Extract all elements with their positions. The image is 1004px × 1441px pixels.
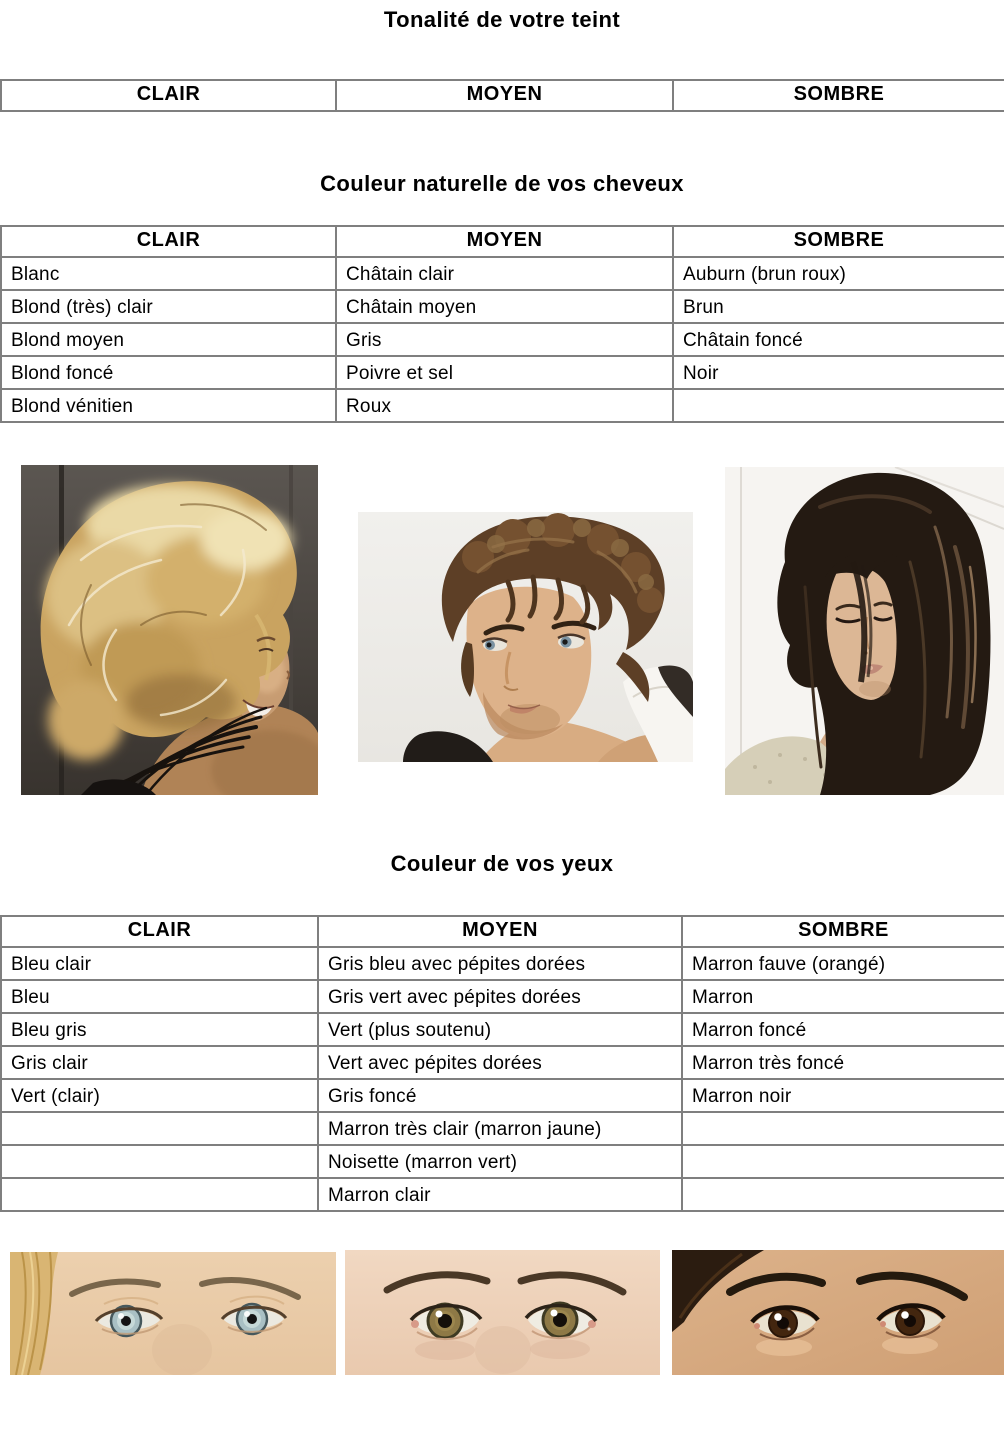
table-row	[1, 1013, 1004, 1046]
table-cell: Vert (plus soutenu)	[318, 1013, 682, 1046]
table-cell: Gris vert avec pépites dorées	[318, 980, 682, 1013]
eye-color-table	[0, 915, 1004, 1212]
hair-color-table	[0, 225, 1004, 423]
hair-photo-blonde	[21, 465, 318, 795]
table-row	[1, 1079, 1004, 1112]
table-cell: Vert avec pépites dorées	[318, 1046, 682, 1079]
table-cell: Marron très foncé	[682, 1046, 1004, 1079]
table-cell: Châtain foncé	[673, 323, 1004, 356]
hair-photo-chatain	[358, 512, 693, 762]
header-sombre: SOMBRE	[673, 80, 1004, 111]
table-cell: Roux	[336, 389, 673, 422]
table-cell: Blond foncé	[1, 356, 336, 389]
section-title-cheveux: Couleur naturelle de vos cheveux	[320, 171, 684, 196]
header-clair: CLAIR	[1, 226, 336, 257]
table-cell: Bleu clair	[1, 947, 318, 980]
table-header-row	[1, 226, 1004, 257]
hair-photos-band	[0, 465, 1004, 797]
table-row	[1, 1178, 1004, 1211]
brown-haired-man-illustration	[358, 512, 693, 762]
table-cell: Marron foncé	[682, 1013, 1004, 1046]
table-cell: Marron	[682, 980, 1004, 1013]
table-cell: Brun	[673, 290, 1004, 323]
eye-photos-band	[0, 1250, 1004, 1383]
teint-table	[0, 79, 1004, 112]
hair-photo-brun	[725, 467, 1004, 795]
table-row	[1, 389, 1004, 422]
table-row	[1, 356, 1004, 389]
table-cell	[1, 1112, 318, 1145]
table-cell: Blond (très) clair	[1, 290, 336, 323]
header-moyen: MOYEN	[336, 226, 673, 257]
table-row	[1, 323, 1004, 356]
table-cell: Auburn (brun roux)	[673, 257, 1004, 290]
header-sombre: SOMBRE	[673, 226, 1004, 257]
dark-brown-eyes-illustration	[672, 1250, 1004, 1375]
table-cell	[682, 1145, 1004, 1178]
section-title-yeux: Couleur de vos yeux	[390, 851, 614, 876]
table-cell: Gris bleu avec pépites dorées	[318, 947, 682, 980]
table-cell: Châtain moyen	[336, 290, 673, 323]
table-cell: Châtain clair	[336, 257, 673, 290]
table-cell: Gris foncé	[318, 1079, 682, 1112]
header-moyen: MOYEN	[336, 80, 673, 111]
table-cell: Blanc	[1, 257, 336, 290]
table-cell: Marron clair	[318, 1178, 682, 1211]
table-cell	[1, 1178, 318, 1211]
eye-photo-sombre	[672, 1250, 1004, 1375]
header-clair: CLAIR	[1, 916, 318, 947]
eye-photo-moyen	[345, 1250, 660, 1375]
dark-haired-woman-illustration	[725, 467, 1004, 795]
table-cell: Blond moyen	[1, 323, 336, 356]
table-cell: Poivre et sel	[336, 356, 673, 389]
table-cell: Noisette (marron vert)	[318, 1145, 682, 1178]
table-cell: Marron fauve (orangé)	[682, 947, 1004, 980]
table-cell	[673, 389, 1004, 422]
table-cell	[682, 1178, 1004, 1211]
table-row	[1, 1112, 1004, 1145]
table-row	[1, 980, 1004, 1013]
table-row	[1, 1145, 1004, 1178]
table-row	[1, 290, 1004, 323]
table-cell: Blond vénitien	[1, 389, 336, 422]
header-clair: CLAIR	[1, 80, 336, 111]
table-cell: Gris	[336, 323, 673, 356]
table-cell: Bleu	[1, 980, 318, 1013]
table-cell: Bleu gris	[1, 1013, 318, 1046]
hazel-eyes-illustration	[345, 1250, 660, 1375]
table-cell: Marron très clair (marron jaune)	[318, 1112, 682, 1145]
table-cell: Gris clair	[1, 1046, 318, 1079]
header-sombre: SOMBRE	[682, 916, 1004, 947]
table-cell	[1, 1145, 318, 1178]
table-row	[1, 257, 1004, 290]
table-header-row	[1, 80, 1004, 111]
table-cell: Vert (clair)	[1, 1079, 318, 1112]
blonde-woman-illustration	[21, 465, 318, 795]
section-title-teint: Tonalité de votre teint	[383, 7, 621, 32]
table-cell: Noir	[673, 356, 1004, 389]
table-header-row	[1, 916, 1004, 947]
table-row	[1, 947, 1004, 980]
eye-photo-clair	[10, 1252, 336, 1375]
header-moyen: MOYEN	[318, 916, 682, 947]
table-cell: Marron noir	[682, 1079, 1004, 1112]
light-blue-eyes-illustration	[10, 1252, 336, 1375]
table-row	[1, 1046, 1004, 1079]
table-cell	[682, 1112, 1004, 1145]
